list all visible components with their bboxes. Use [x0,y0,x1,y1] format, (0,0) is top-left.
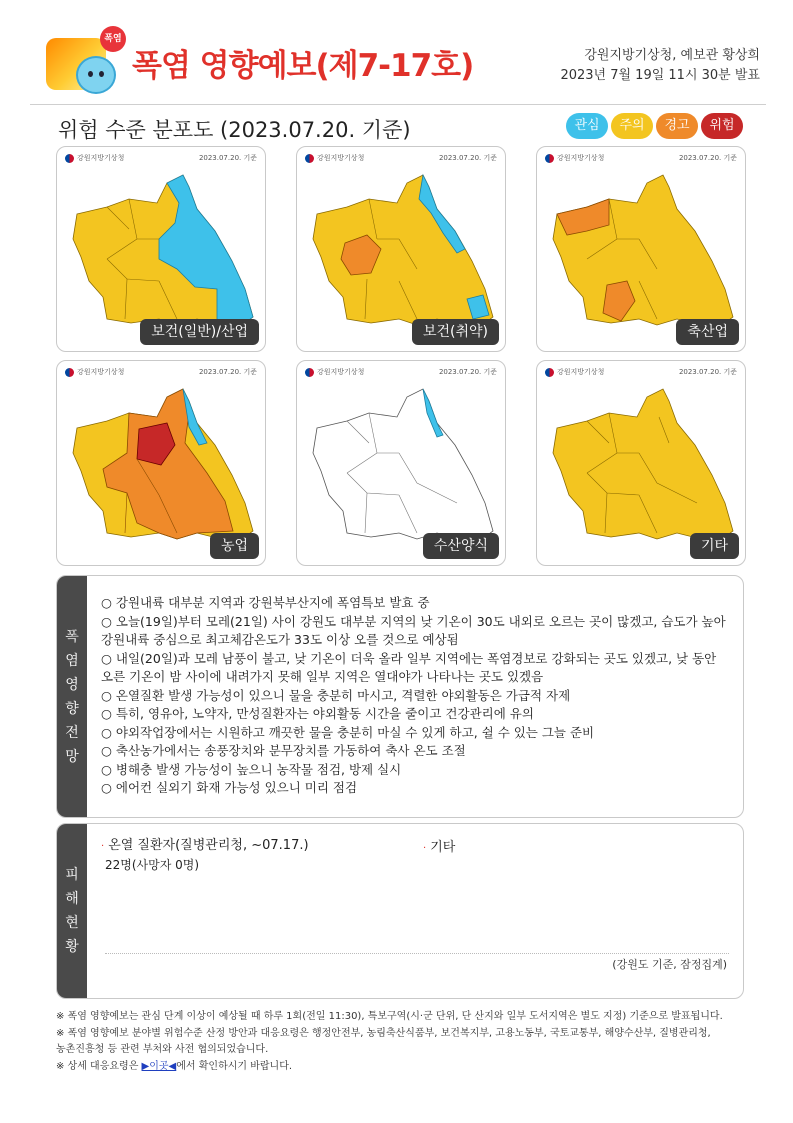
heatwave-mascot-logo [46,22,124,96]
map-card-health-general [56,146,266,352]
risk-map-health-general [67,169,261,339]
heat-illness-title [101,836,309,856]
damage-side-label [57,824,87,998]
map-org: 강원지방기상청 [77,154,125,162]
side-char: 영 [65,676,79,693]
list-item: ○ 병해충 발생 가능성이 높으니 농작물 점검, 방제 실시 [101,761,402,777]
map-date: 2023.07.20. 기준 [198,154,257,162]
risk-map-livestock [547,169,741,339]
side-char: 피 [65,867,79,883]
header-divider [30,104,766,105]
map-card-health-vulnerable [296,146,506,352]
government-emblem-icon [65,368,74,377]
list-item: ○ 축산농가에서는 송풍장치와 분무장치를 가동하여 축사 온도 조절 [101,743,466,758]
risk-map-others [547,383,741,553]
footnote-4-tail: 에서 확인하시기 바랍니다. [176,1060,293,1072]
government-emblem-icon [65,154,74,163]
map-org: 강원지방기상청 [317,154,365,162]
report-header [40,18,760,100]
list-item: ○ 강원내륙 대부분 지역과 강원북부산지에 폭염특보 발효 중 [101,595,430,610]
outlook-list [101,594,729,798]
footnote-1: ※ 폭염 영향예보는 관심 단계 이상이 예상될 때 하루 1회(전일 11:30), 특보구역(시·군 단위, 단 산지와 일부 도서지역은 별도 지정) 기준으로 발표됩니다. [56,1011,723,1022]
side-char: 현 [65,915,79,931]
map-org: 강원지방기상청 [557,368,605,376]
map-org: 강원지방기상청 [77,368,125,376]
map-section-title: 위험 수준 분포도 (2023.07.20. 기준) [58,118,411,142]
issued-time: 2023년 7월 19일 11시 30분 발표 [560,68,760,83]
logo-badge: 폭염 [100,26,126,52]
list-item: ○ 야외작업장에서는 시원하고 깨끗한 물을 충분히 마실 수 있게 하고, 쉴 수 있는 그늘 준비 [101,724,595,740]
legend-danger: 위험 [701,113,743,139]
issuer-name: 강원지방기상청, 예보관 황상희 [584,48,760,63]
dotted-divider [105,953,729,954]
map-card-others [536,360,746,566]
side-char: 폭 [65,628,79,645]
map-label: 보건(취약) [412,319,499,345]
government-emblem-icon [305,154,314,163]
legend-interest: 관심 [566,113,608,139]
map-label: 수산양식 [423,533,499,559]
list-item: ○ 오늘(19일)부터 모레(21일) 사이 강원도 대부분 지역의 낮 기온이 30도 내외로 오르는 곳이 많겠고, 습도가 높아 강원내륙 중심으로 최고체감온도가 33도 이상 오를 것으로 예상됨 [101,613,726,647]
damage-note: (강원도 기준, 잠정집계) [612,958,727,971]
map-label: 축산업 [676,319,739,345]
map-date: 2023.07.20. 기준 [678,154,737,162]
map-date: 2023.07.20. 기준 [678,368,737,376]
detail-guide-link[interactable]: ▶이곳◀ [141,1060,177,1072]
bullet-dot-icon: · [101,841,105,852]
map-label: 기타 [690,533,739,559]
heatwave-outlook-section [56,575,744,818]
risk-map-agriculture [67,383,261,553]
map-date: 2023.07.20. 기준 [438,368,497,376]
side-char: 해 [65,891,79,907]
heat-illness-label: 온열 질환자(질병관리청, ~07.17.) [108,838,309,853]
map-card-livestock [536,146,746,352]
government-emblem-icon [305,368,314,377]
risk-map-aquaculture [307,383,501,553]
list-item: ○ 내일(20일)과 모레 남풍이 불고, 낮 기온이 더욱 올라 일부 지역에는 폭염경보로 강화되는 곳도 있겠고, 낮 동안 오른 기온이 밤 사이에 내려가지 못해 일부 지역은 열대야가 나타나는 곳도 있겠음 [101,650,717,684]
map-org: 강원지방기상청 [557,154,605,162]
footnote-4 [56,1059,756,1076]
map-card-aquaculture [296,360,506,566]
footnote-2: ※ 폭염 영향예보 분야별 위험수준 산정 방안과 대응요령은 행정안전부, 농림축산식품부, 보건복지부, 고용노동부, 국토교통부, 해양수산부, 질병관리청, [56,1027,711,1039]
footnotes [56,1009,756,1075]
legend-caution: 주의 [611,113,653,139]
list-item: ○ 온열질환 발생 가능성이 있으니 물을 충분히 마시고, 격렬한 야외활동은 가급적 자제 [101,687,571,703]
other-damage-title [423,836,455,855]
side-char: 전 [65,724,79,741]
side-char: 향 [65,700,79,717]
bullet-dot-icon: · [423,843,427,854]
footnote-3: 농촌진흥청 등 관련 부처와 사전 협의되었습니다. [56,1044,269,1055]
map-org: 강원지방기상청 [317,368,365,376]
risk-map-health-vulnerable [307,169,501,339]
other-damage-label: 기타 [430,840,456,855]
footnote-4-text: ※ 상세 대응요령은 [56,1060,142,1072]
heat-illness-count: 22명(사망자 0명) [105,858,200,872]
map-date: 2023.07.20. 기준 [198,368,257,376]
map-label: 보건(일반)/산업 [140,319,259,345]
damage-status-section [56,823,744,999]
list-item: ○ 특히, 영유아, 노약자, 만성질환자는 야외활동 시간을 줄이고 건강관리에 유의 [101,706,534,721]
government-emblem-icon [545,368,554,377]
side-char: 황 [65,939,79,955]
mascot-icon [76,56,116,94]
outlook-side-label [57,576,87,817]
legend-warning: 경고 [656,113,698,139]
map-date: 2023.07.20. 기준 [438,154,497,162]
map-card-agriculture [56,360,266,566]
side-char: 염 [65,652,79,669]
list-item: ○ 에어컨 실외기 화재 가능성 있으니 미리 점검 [101,780,358,795]
page-title: 폭염 영향예보(제7-17호) [132,48,474,84]
map-label: 농업 [210,533,259,559]
side-char: 망 [65,748,79,765]
risk-level-legend [566,113,743,139]
government-emblem-icon [545,154,554,163]
issuer-info [560,46,760,86]
